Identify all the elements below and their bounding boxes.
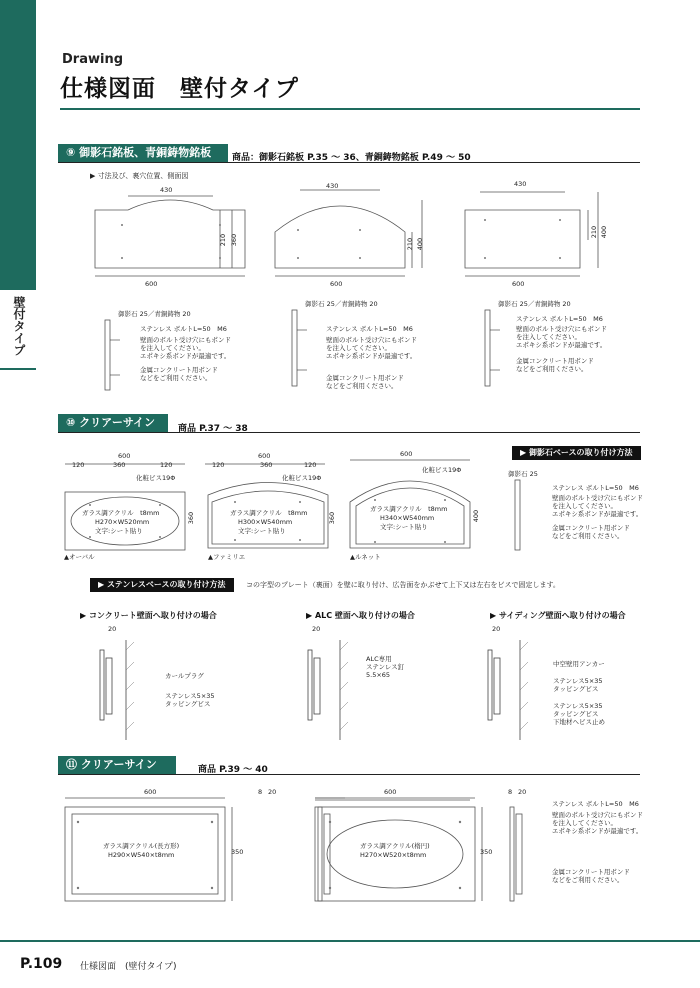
s9-note1-concrete1: 金属コンクリート用ボンド: [140, 366, 218, 374]
mount-siding-label6: 下地材へビス止め: [553, 718, 605, 726]
mount-siding-dim: 20: [492, 625, 501, 633]
s9-note1-bond3: エポキシ系ボンドが最適です。: [140, 352, 231, 360]
s9-d3-h1: 210: [590, 225, 599, 239]
s10-d3-panel: ガラス調アクリル t8mm: [370, 505, 448, 513]
section11-product-ref: 商品 P.39 ～ 40: [198, 765, 268, 775]
s10-d3-width: 600: [400, 450, 413, 458]
s10-d1-screw: 化粧ビス19Φ: [136, 474, 176, 482]
s9-d2-h2: 400: [416, 237, 425, 251]
steel-base-desc: コの字型のプレート（裏面）を壁に取り付け、広告面をかぶせて上下又は左右をビスで固定します。: [246, 581, 560, 589]
s10-d3-size: H340×W540mm: [380, 514, 435, 522]
s11-side2-a: 8: [508, 788, 513, 796]
s9-d1-width: 600: [145, 280, 158, 288]
mount-concrete-title: ▶ コンクリート壁面へ取り付けの場合: [80, 611, 217, 620]
section9-heading: ⑨ 御影石銘板、青銅鋳物銘板: [58, 144, 228, 162]
s11-side1-b: 20: [268, 788, 277, 796]
side-accent-bar: [0, 0, 36, 290]
s10-granite-concrete2: などをご利用ください。: [552, 532, 624, 540]
section10-product-ref: 商品 P.37 ～ 38: [178, 424, 248, 434]
mount-siding-label2: ステンレス5×35: [553, 677, 603, 685]
s9-note1-bolt: ステンレス ボルトL=50 M6: [140, 325, 227, 333]
s10-d1-size: H270×W520mm: [95, 518, 150, 526]
s11-bond1: 壁面のボルト受け穴にもボンド: [552, 811, 643, 819]
s10-d3-screw: 化粧ビス19Φ: [422, 466, 462, 474]
s9-note1-bond1: 壁面のボルト受け穴にもボンド: [140, 336, 231, 344]
mount-alc-label2: ステンレス釘: [366, 663, 405, 671]
s11-bond3: エポキシ系ボンドが最適です。: [552, 827, 643, 835]
s11-d1-size: H290×W540×t8mm: [108, 851, 175, 859]
side-tab-rule: [0, 368, 36, 370]
s9-note1-concrete2: などをご利用ください。: [140, 374, 212, 382]
s9-d1-h1: 210: [219, 233, 228, 247]
s9-note3-concrete1: 金属コンクリート用ボンド: [516, 357, 594, 365]
s9-note3-bolt: ステンレス ボルトL=50 M6: [516, 315, 603, 323]
s9-note2-bond3: エポキシ系ボンドが最適です。: [326, 352, 417, 360]
s11-d1-height: 350: [231, 848, 244, 856]
section11-rule: [58, 774, 640, 775]
s9-note2-concrete1: 金属コンクリート用ボンド: [326, 374, 404, 382]
s10-d2-dim2: 360: [260, 461, 273, 469]
s9-d3-top: 430: [514, 180, 527, 188]
s11-d2-height: 350: [480, 848, 493, 856]
s11-bolt: ステンレス ボルトL=50 M6: [552, 800, 639, 808]
mount-concrete-label2: ステンレス5×35: [165, 692, 215, 700]
s11-side1-a: 8: [258, 788, 263, 796]
s10-d3-height: 400: [472, 509, 481, 523]
s9-d1-h2: 360: [230, 233, 239, 247]
s10-d2-name: ▲ファミリエ: [208, 553, 246, 561]
s10-granite-bond1: 壁面のボルト受け穴にもボンド: [552, 494, 643, 502]
s9-note2-concrete2: などをご利用ください。: [326, 382, 398, 390]
mount-alc-label3: 5.5×65: [366, 671, 391, 679]
s11-d2-panel: ガラス調アクリル(楕円): [360, 842, 430, 850]
mount-alc-label1: ALC専用: [366, 655, 392, 663]
granite-material: 御影石 25: [508, 470, 538, 478]
s10-d2-dim3: 120: [304, 461, 317, 469]
s10-d2-dim1: 120: [212, 461, 225, 469]
s11-concrete1: 金属コンクリート用ボンド: [552, 868, 630, 876]
s9-note2-bond2: を注入してください。: [326, 344, 391, 352]
s10-d2-size: H300×W540mm: [238, 518, 293, 526]
mount-concrete-dim: 20: [108, 625, 117, 633]
page-title: 仕様図面 壁付タイプ: [60, 76, 299, 102]
s10-granite-bond3: エポキシ系ボンドが最適です。: [552, 510, 643, 518]
granite-base-box: ▶ 御影石ベースの取り付け方法: [512, 446, 641, 460]
s10-d1-print: 文字:シート貼り: [95, 527, 143, 535]
title-rule: [60, 108, 640, 110]
s11-d1-panel: ガラス調アクリル(長方形): [103, 842, 180, 850]
section10-rule: [58, 432, 640, 433]
s10-d2-screw: 化粧ビス19Φ: [282, 474, 322, 482]
s9-d3-width: 600: [512, 280, 525, 288]
s9-d3-h2: 400: [600, 225, 609, 239]
s10-d1-panel: ガラス調アクリル t8mm: [82, 509, 160, 517]
s11-bond2: を注入してください。: [552, 819, 617, 827]
s11-concrete2: などをご利用ください。: [552, 876, 624, 884]
s9-note3-material: 御影石 25／青銅鋳物 20: [498, 300, 571, 308]
mount-alc-dim: 20: [312, 625, 321, 633]
side-tab-label: 壁付タイプ: [12, 296, 26, 356]
s11-d2-width: 600: [384, 788, 397, 796]
s10-granite-bond2: を注入してください。: [552, 502, 617, 510]
s9-note2-bond1: 壁面のボルト受け穴にもボンド: [326, 336, 417, 344]
section9-subheading: ▶ 寸法及び、裏穴位置、側面図: [90, 172, 189, 180]
s10-d2-height: 360: [328, 511, 337, 525]
s11-d1-width: 600: [144, 788, 157, 796]
section10-heading: ⑩ クリアーサイン: [58, 414, 168, 432]
mount-siding-label3: タッピングビス: [553, 685, 599, 693]
mount-siding-title: ▶ サイディング壁面へ取り付けの場合: [490, 611, 626, 620]
s9-note1-material: 御影石 25／青銅鋳物 20: [118, 310, 191, 318]
mount-concrete-label3: タッピングビス: [165, 700, 211, 708]
s9-d2-h1: 210: [406, 237, 415, 251]
mount-alc-title: ▶ ALC 壁面へ取り付けの場合: [306, 611, 415, 620]
s9-note3-bond2: を注入してください。: [516, 333, 581, 341]
s10-granite-concrete1: 金属コンクリート用ボンド: [552, 524, 630, 532]
mount-siding-label1: 中空壁用アンカー: [553, 660, 605, 668]
mount-siding-label5: タッピングビス: [553, 710, 599, 718]
section9-product-ref: 商品：御影石銘板 P.35 ～ 36、青銅鋳物銘板 P.49 ～ 50: [232, 153, 471, 163]
s10-d3-print: 文字:シート貼り: [380, 523, 428, 531]
footer-label: 仕様図面 (壁付タイプ): [80, 962, 177, 972]
section11-drawing2: [300, 790, 643, 910]
drawing-label: Drawing: [62, 52, 124, 67]
s10-d1-dim2: 360: [113, 461, 126, 469]
s9-note1-bond2: を注入してください。: [140, 344, 205, 352]
s9-note2-material: 御影石 25／青銅鋳物 20: [305, 300, 378, 308]
section11-heading: ⑪ クリアーサイン EX: [58, 756, 176, 774]
s9-note3-bond1: 壁面のボルト受け穴にもボンド: [516, 325, 607, 333]
s9-note2-bolt: ステンレス ボルトL=50 M6: [326, 325, 413, 333]
s10-granite-bolt: ステンレス ボルトL=50 M6: [552, 484, 639, 492]
page-number: P.109: [20, 956, 63, 972]
s9-note3-concrete2: などをご利用ください。: [516, 365, 588, 373]
s9-d2-width: 600: [330, 280, 343, 288]
s10-d1-name: ▲オーバル: [64, 553, 95, 561]
s10-d2-print: 文字:シート貼り: [238, 527, 286, 535]
mount-concrete-label1: カールプラグ: [165, 672, 204, 680]
s9-d2-top: 430: [326, 182, 339, 190]
s10-d1-width: 600: [118, 452, 131, 460]
mount-diagrams: [90, 630, 590, 750]
s10-d1-dim1: 120: [72, 461, 85, 469]
s10-d3-name: ▲ルネット: [350, 553, 381, 561]
mount-siding-label4: ステンレス5×35: [553, 702, 603, 710]
s10-d2-width: 600: [258, 452, 271, 460]
s9-d1-top: 430: [160, 186, 173, 194]
s11-d2-size: H270×W520×t8mm: [360, 851, 427, 859]
footer-rule: [0, 940, 700, 942]
s11-side2-b: 20: [518, 788, 527, 796]
s10-d1-dim3: 120: [160, 461, 173, 469]
s10-d2-panel: ガラス調アクリル t8mm: [230, 509, 308, 517]
s10-d1-height: 360: [187, 511, 196, 525]
section11-drawing1-holes: [60, 790, 300, 910]
steel-base-box: ▶ ステンレスベースの取り付け方法: [90, 578, 234, 592]
s9-note3-bond3: エポキシ系ボンドが最適です。: [516, 341, 607, 349]
